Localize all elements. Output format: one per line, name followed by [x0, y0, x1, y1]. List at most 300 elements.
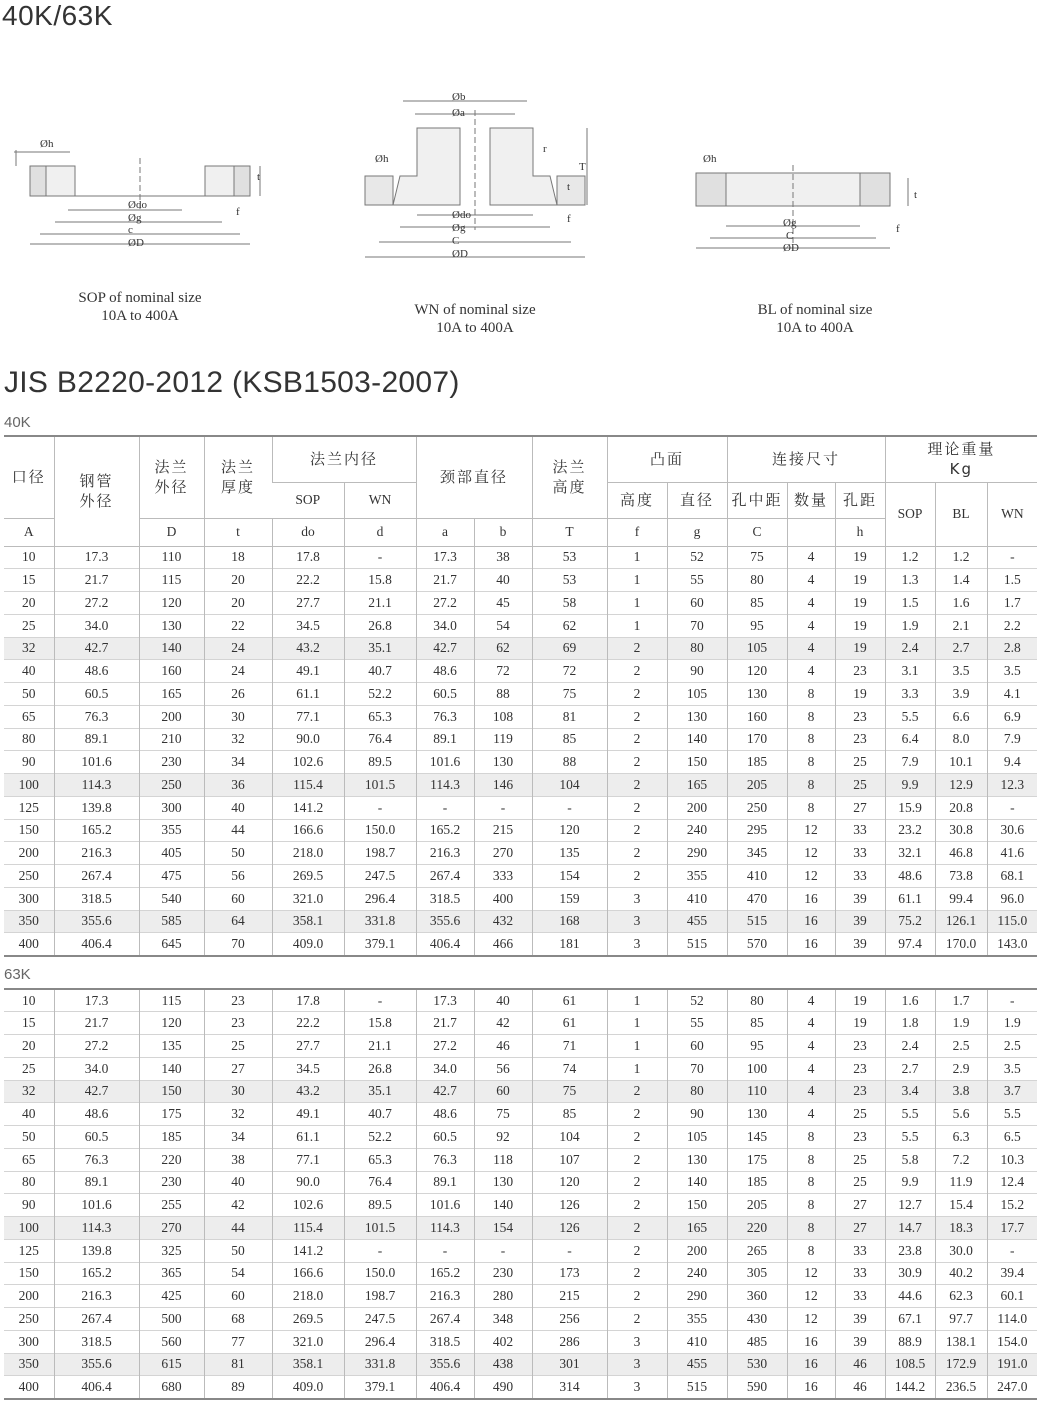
table-cell: 267.4 — [54, 865, 139, 888]
table-cell: 585 — [139, 910, 204, 933]
table-cell: 76.3 — [416, 1148, 474, 1171]
table-cell: 7.2 — [935, 1148, 987, 1171]
table-cell: 125 — [4, 1239, 54, 1262]
table-cell: 30.6 — [987, 819, 1037, 842]
table-cell: 61.1 — [272, 683, 344, 706]
table-cell: 680 — [139, 1376, 204, 1399]
table-cell: 150 — [4, 1262, 54, 1285]
table-cell: 61.1 — [885, 887, 935, 910]
table-cell: 10 — [4, 546, 54, 569]
table-cell: 4.1 — [987, 683, 1037, 706]
table-cell: 4 — [787, 637, 835, 660]
table-row — [4, 933, 1037, 956]
table-cell: 88.9 — [885, 1330, 935, 1353]
table-cell: 432 — [474, 910, 532, 933]
table-cell: 3.1 — [885, 660, 935, 683]
table-cell: 77.1 — [272, 705, 344, 728]
table-cell: 140 — [139, 1057, 204, 1080]
table-cell: 400 — [4, 1376, 54, 1399]
table-cell: 32 — [204, 728, 272, 751]
table-cell: 104 — [532, 1126, 607, 1149]
table-cell: 198.7 — [344, 1285, 416, 1308]
table-cell: 430 — [727, 1308, 787, 1331]
table-cell: 139.8 — [54, 796, 139, 819]
table-cell: 16 — [787, 1376, 835, 1399]
table-cell: 20 — [4, 592, 54, 615]
table-cell: 21.7 — [54, 1012, 139, 1035]
table-cell: 80 — [727, 989, 787, 1012]
table-cell: 267.4 — [54, 1308, 139, 1331]
table-cell: 23 — [835, 660, 885, 683]
table-cell: 130 — [667, 705, 727, 728]
table-cell: 60 — [474, 1080, 532, 1103]
table-cell: 108.5 — [885, 1353, 935, 1376]
table-cell: 27 — [835, 1194, 885, 1217]
table-cell: 470 — [727, 887, 787, 910]
table-cell: 34.5 — [272, 1057, 344, 1080]
table-cell: 115 — [139, 569, 204, 592]
table-cell: 8 — [787, 1148, 835, 1171]
table-cell: 8 — [787, 1194, 835, 1217]
table-cell: 181 — [532, 933, 607, 956]
table-cell: 350 — [4, 1353, 54, 1376]
table-cell: 105 — [667, 683, 727, 706]
table-cell: 12 — [787, 1262, 835, 1285]
table-cell: 34.0 — [416, 614, 474, 637]
table-cell: 21.1 — [344, 1035, 416, 1058]
table-cell: 3.5 — [935, 660, 987, 683]
table-cell: 81 — [204, 1353, 272, 1376]
table-cell: 120 — [532, 819, 607, 842]
table-cell: 23.8 — [885, 1239, 935, 1262]
table-cell: 30.8 — [935, 819, 987, 842]
table-cell: 165.2 — [416, 1262, 474, 1285]
spec-table-40k — [4, 435, 1037, 957]
table-cell: 4 — [787, 1103, 835, 1126]
table-cell: 101.6 — [54, 751, 139, 774]
table-cell: 230 — [474, 1262, 532, 1285]
table-row — [4, 865, 1037, 888]
table-cell: 30.9 — [885, 1262, 935, 1285]
table-cell: 185 — [727, 751, 787, 774]
table-cell: 90 — [4, 1194, 54, 1217]
table-cell: 410 — [727, 865, 787, 888]
table-cell: 146 — [474, 774, 532, 797]
table-cell: 75 — [474, 1103, 532, 1126]
table-cell: 150 — [667, 1194, 727, 1217]
table-cell: 88 — [532, 751, 607, 774]
table-cell: 27 — [204, 1057, 272, 1080]
table-cell: 8 — [787, 728, 835, 751]
table-cell: 46 — [835, 1376, 885, 1399]
table-cell: 2 — [607, 774, 667, 797]
table-cell: 36 — [204, 774, 272, 797]
table-row — [4, 683, 1037, 706]
table-cell: 170.0 — [935, 933, 987, 956]
table-cell: 25 — [4, 614, 54, 637]
table-cell: 126.1 — [935, 910, 987, 933]
table-cell: 615 — [139, 1353, 204, 1376]
table-cell: 114.3 — [416, 1217, 474, 1240]
table-cell: 76.4 — [344, 1171, 416, 1194]
table-cell: 220 — [727, 1217, 787, 1240]
table-cell: 1 — [607, 569, 667, 592]
table-cell: 1.3 — [885, 569, 935, 592]
table-cell: 560 — [139, 1330, 204, 1353]
table-row — [4, 1239, 1037, 1262]
table-cell: 4 — [787, 592, 835, 615]
table-cell: 1.8 — [885, 1012, 935, 1035]
table-cell: 1 — [607, 1035, 667, 1058]
table-cell: 21.7 — [54, 569, 139, 592]
table-cell: 22.2 — [272, 569, 344, 592]
table-cell: 1.2 — [935, 546, 987, 569]
table-cell: 33 — [835, 1239, 885, 1262]
table-cell: 405 — [139, 842, 204, 865]
table-cell: 1.7 — [935, 989, 987, 1012]
table-cell: 15 — [4, 569, 54, 592]
table-cell: 119 — [474, 728, 532, 751]
table-cell: 198.7 — [344, 842, 416, 865]
table-cell: 3 — [607, 1330, 667, 1353]
table-cell: 74 — [532, 1057, 607, 1080]
table-cell: 11.9 — [935, 1171, 987, 1194]
table-40k-body — [4, 546, 1037, 956]
table-cell: 406.4 — [54, 933, 139, 956]
table-cell: 6.9 — [987, 705, 1037, 728]
table-cell: 76.3 — [54, 705, 139, 728]
table-cell: 19 — [835, 614, 885, 637]
table-cell: 46.8 — [935, 842, 987, 865]
table-cell: 52 — [667, 546, 727, 569]
table-cell: 16 — [787, 933, 835, 956]
table-cell: 71 — [532, 1035, 607, 1058]
table-cell: 150.0 — [344, 1262, 416, 1285]
table-cell: 32 — [204, 1103, 272, 1126]
table-cell: 60 — [667, 592, 727, 615]
table-cell: 270 — [139, 1217, 204, 1240]
table-cell: 7.9 — [885, 751, 935, 774]
table-cell: 58 — [532, 592, 607, 615]
table-cell: 33 — [835, 1285, 885, 1308]
table-cell: 409.0 — [272, 933, 344, 956]
table-row — [4, 1057, 1037, 1080]
table-cell: 23 — [835, 1126, 885, 1149]
table-cell: 120 — [139, 592, 204, 615]
table-cell: 34.0 — [54, 614, 139, 637]
table-cell: 200 — [139, 705, 204, 728]
svg-text:f: f — [896, 223, 900, 235]
table-cell: 8 — [787, 796, 835, 819]
table-cell: 269.5 — [272, 865, 344, 888]
table-cell: 2.2 — [987, 614, 1037, 637]
table-cell: 140 — [667, 728, 727, 751]
table-cell: 75 — [532, 683, 607, 706]
table-cell: 18 — [204, 546, 272, 569]
table-cell: 90.0 — [272, 728, 344, 751]
table-cell: 15 — [4, 1012, 54, 1035]
table-cell: 46 — [835, 1353, 885, 1376]
table-cell: 17.3 — [416, 989, 474, 1012]
table-cell: 54 — [204, 1262, 272, 1285]
table-cell: 500 — [139, 1308, 204, 1331]
svg-text:ØD: ØD — [783, 242, 799, 254]
table-cell: 34.0 — [54, 1057, 139, 1080]
table-cell: 12 — [787, 1285, 835, 1308]
table-cell: 65.3 — [344, 705, 416, 728]
table-cell: 25 — [835, 1103, 885, 1126]
table-cell: 205 — [727, 774, 787, 797]
table-cell: 2 — [607, 728, 667, 751]
header-neck-diameter: 颈部直径 — [416, 436, 532, 518]
table-cell: 21.7 — [416, 1012, 474, 1035]
table-cell: 16 — [787, 910, 835, 933]
table-cell: 265 — [727, 1239, 787, 1262]
table-cell: 1.5 — [987, 569, 1037, 592]
table-cell: 27.7 — [272, 592, 344, 615]
table-cell: 125 — [4, 796, 54, 819]
table-cell: 321.0 — [272, 1330, 344, 1353]
table-cell: 61.1 — [272, 1126, 344, 1149]
table-cell: 48.6 — [416, 660, 474, 683]
table-cell: 25 — [4, 1057, 54, 1080]
spec-table-63k — [4, 988, 1037, 1400]
table-cell: 9.9 — [885, 774, 935, 797]
table-cell: 42.7 — [54, 1080, 139, 1103]
table-cell: 15.4 — [935, 1194, 987, 1217]
table-cell: 240 — [667, 1262, 727, 1285]
table-cell: 10.1 — [935, 751, 987, 774]
table-cell: 96.0 — [987, 887, 1037, 910]
header-sym-f: f — [607, 518, 667, 546]
table-row — [4, 637, 1037, 660]
table-cell: 17.7 — [987, 1217, 1037, 1240]
table-cell: 99.4 — [935, 887, 987, 910]
svg-text:Øg: Øg — [128, 212, 142, 224]
table-cell: 60.5 — [416, 1126, 474, 1149]
table-cell: 19 — [835, 546, 885, 569]
table-cell: 80 — [4, 1171, 54, 1194]
table-cell: 85 — [532, 728, 607, 751]
section-label-63k: 63K — [4, 966, 31, 983]
table-cell: 34 — [204, 751, 272, 774]
table-cell: 21.7 — [416, 569, 474, 592]
table-cell: 40.2 — [935, 1262, 987, 1285]
table-cell: 154 — [474, 1217, 532, 1240]
table-cell: 300 — [4, 887, 54, 910]
table-cell: 48.6 — [416, 1103, 474, 1126]
table-cell: 138.1 — [935, 1330, 987, 1353]
table-cell: 50 — [4, 683, 54, 706]
table-cell: 300 — [4, 1330, 54, 1353]
table-cell: 247.5 — [344, 1308, 416, 1331]
table-cell: 101.5 — [344, 1217, 416, 1240]
table-cell: 216.3 — [54, 842, 139, 865]
table-cell: 12 — [787, 865, 835, 888]
table-cell: 114.3 — [54, 774, 139, 797]
table-cell: 33 — [835, 865, 885, 888]
table-cell: 39 — [835, 933, 885, 956]
table-cell: 70 — [667, 614, 727, 637]
table-cell: 455 — [667, 910, 727, 933]
table-cell: 23 — [835, 1057, 885, 1080]
table-cell: 570 — [727, 933, 787, 956]
table-cell: 55 — [667, 1012, 727, 1035]
table-cell: 120 — [139, 1012, 204, 1035]
table-cell: 185 — [727, 1171, 787, 1194]
table-row — [4, 614, 1037, 637]
table-cell: 17.8 — [272, 546, 344, 569]
table-row — [4, 1353, 1037, 1376]
table-cell: 126 — [532, 1217, 607, 1240]
table-cell: 3.9 — [935, 683, 987, 706]
table-cell: 32 — [4, 1080, 54, 1103]
table-cell: 150 — [667, 751, 727, 774]
table-cell: 135 — [139, 1035, 204, 1058]
table-cell: 85 — [532, 1103, 607, 1126]
table-cell: 60.5 — [54, 1126, 139, 1149]
table-cell: 290 — [667, 842, 727, 865]
table-cell: 100 — [727, 1057, 787, 1080]
table-cell: 6.3 — [935, 1126, 987, 1149]
table-cell: 2 — [607, 683, 667, 706]
table-cell: 355.6 — [54, 1353, 139, 1376]
table-cell: 236.5 — [935, 1376, 987, 1399]
table-cell: 406.4 — [54, 1376, 139, 1399]
table-cell: 26 — [204, 683, 272, 706]
table-cell: 105 — [667, 1126, 727, 1149]
table-cell: 42.7 — [416, 1080, 474, 1103]
table-cell: 101.6 — [416, 751, 474, 774]
table-cell: 200 — [667, 1239, 727, 1262]
table-cell: 64 — [204, 910, 272, 933]
table-cell: 53 — [532, 546, 607, 569]
table-cell: 145 — [727, 1126, 787, 1149]
table-cell: 23 — [835, 1035, 885, 1058]
table-row — [4, 1126, 1037, 1149]
table-row — [4, 819, 1037, 842]
table-cell: 410 — [667, 887, 727, 910]
table-cell: 80 — [667, 637, 727, 660]
table-cell: 19 — [835, 637, 885, 660]
table-cell: 69 — [532, 637, 607, 660]
table-cell: 68 — [204, 1308, 272, 1331]
table-cell: 27.2 — [416, 592, 474, 615]
table-cell: 141.2 — [272, 1239, 344, 1262]
table-cell: 130 — [474, 1171, 532, 1194]
table-cell: 50 — [204, 842, 272, 865]
table-cell: 348 — [474, 1308, 532, 1331]
table-cell: 80 — [727, 569, 787, 592]
svg-text:c: c — [128, 224, 133, 236]
table-cell: 27.7 — [272, 1035, 344, 1058]
table-row — [4, 910, 1037, 933]
table-cell: 20 — [4, 1035, 54, 1058]
table-cell: 247.0 — [987, 1376, 1037, 1399]
table-cell: 62 — [474, 637, 532, 660]
table-cell: 515 — [667, 1376, 727, 1399]
table-cell: 26.8 — [344, 614, 416, 637]
table-cell: 19 — [835, 1012, 885, 1035]
table-cell: 200 — [4, 842, 54, 865]
page-title: 40K/63K — [2, 0, 113, 31]
table-row — [4, 728, 1037, 751]
table-cell: 438 — [474, 1353, 532, 1376]
header-weight-wn: WN — [987, 482, 1037, 546]
table-cell: 110 — [727, 1080, 787, 1103]
table-cell: 590 — [727, 1376, 787, 1399]
table-cell: 90 — [667, 660, 727, 683]
table-cell: 515 — [667, 933, 727, 956]
table-cell: 130 — [139, 614, 204, 637]
table-cell: 290 — [667, 1285, 727, 1308]
table-cell: 1.9 — [935, 1012, 987, 1035]
table-cell: 4 — [787, 1080, 835, 1103]
table-cell: 140 — [474, 1194, 532, 1217]
table-row — [4, 660, 1037, 683]
table-cell: 6.6 — [935, 705, 987, 728]
header-qty: 数量 — [787, 482, 835, 518]
table-cell: 165 — [667, 774, 727, 797]
table-cell: 6.4 — [885, 728, 935, 751]
svg-text:Ødo: Ødo — [128, 199, 147, 211]
table-cell: 50 — [4, 1126, 54, 1149]
table-cell: 23.2 — [885, 819, 935, 842]
table-cell: 1 — [607, 546, 667, 569]
table-cell: 101.6 — [416, 1194, 474, 1217]
table-cell: 120 — [727, 660, 787, 683]
table-cell: 35.1 — [344, 637, 416, 660]
table-cell: 89.1 — [54, 728, 139, 751]
table-cell: 5.8 — [885, 1148, 935, 1171]
table-cell: 115.4 — [272, 1217, 344, 1240]
wn-caption: WN of nominal size 10A to 400A — [414, 302, 536, 336]
table-cell: 355 — [667, 1308, 727, 1331]
table-cell: 95 — [727, 1035, 787, 1058]
table-cell: 102.6 — [272, 751, 344, 774]
table-cell: 41.6 — [987, 842, 1037, 865]
svg-text:f: f — [567, 213, 571, 225]
table-cell: 250 — [727, 796, 787, 819]
table-cell: 75 — [727, 546, 787, 569]
header-flange-od: 法兰 外径 — [139, 436, 204, 518]
table-cell: 33 — [835, 819, 885, 842]
table-cell: 27 — [835, 1217, 885, 1240]
table-cell: 118 — [474, 1148, 532, 1171]
table-cell: 108 — [474, 705, 532, 728]
table-cell: 1 — [607, 1057, 667, 1080]
svg-text:ØD: ØD — [128, 237, 144, 249]
table-cell: 250 — [4, 865, 54, 888]
table-cell: 230 — [139, 751, 204, 774]
table-cell: 18.3 — [935, 1217, 987, 1240]
table-cell: 97.7 — [935, 1308, 987, 1331]
header-sop: SOP — [272, 482, 344, 518]
table-cell: 345 — [727, 842, 787, 865]
table-row — [4, 1262, 1037, 1285]
table-cell: 34 — [204, 1126, 272, 1149]
sop-caption: SOP of nominal size 10A to 400A — [78, 290, 202, 324]
table-cell: - — [532, 796, 607, 819]
table-row — [4, 705, 1037, 728]
svg-text:Øh: Øh — [375, 153, 389, 165]
table-cell: 130 — [727, 683, 787, 706]
table-cell: 77.1 — [272, 1148, 344, 1171]
table-cell: 10.3 — [987, 1148, 1037, 1171]
table-row — [4, 1376, 1037, 1399]
table-cell: 379.1 — [344, 933, 416, 956]
table-cell: 53 — [532, 569, 607, 592]
